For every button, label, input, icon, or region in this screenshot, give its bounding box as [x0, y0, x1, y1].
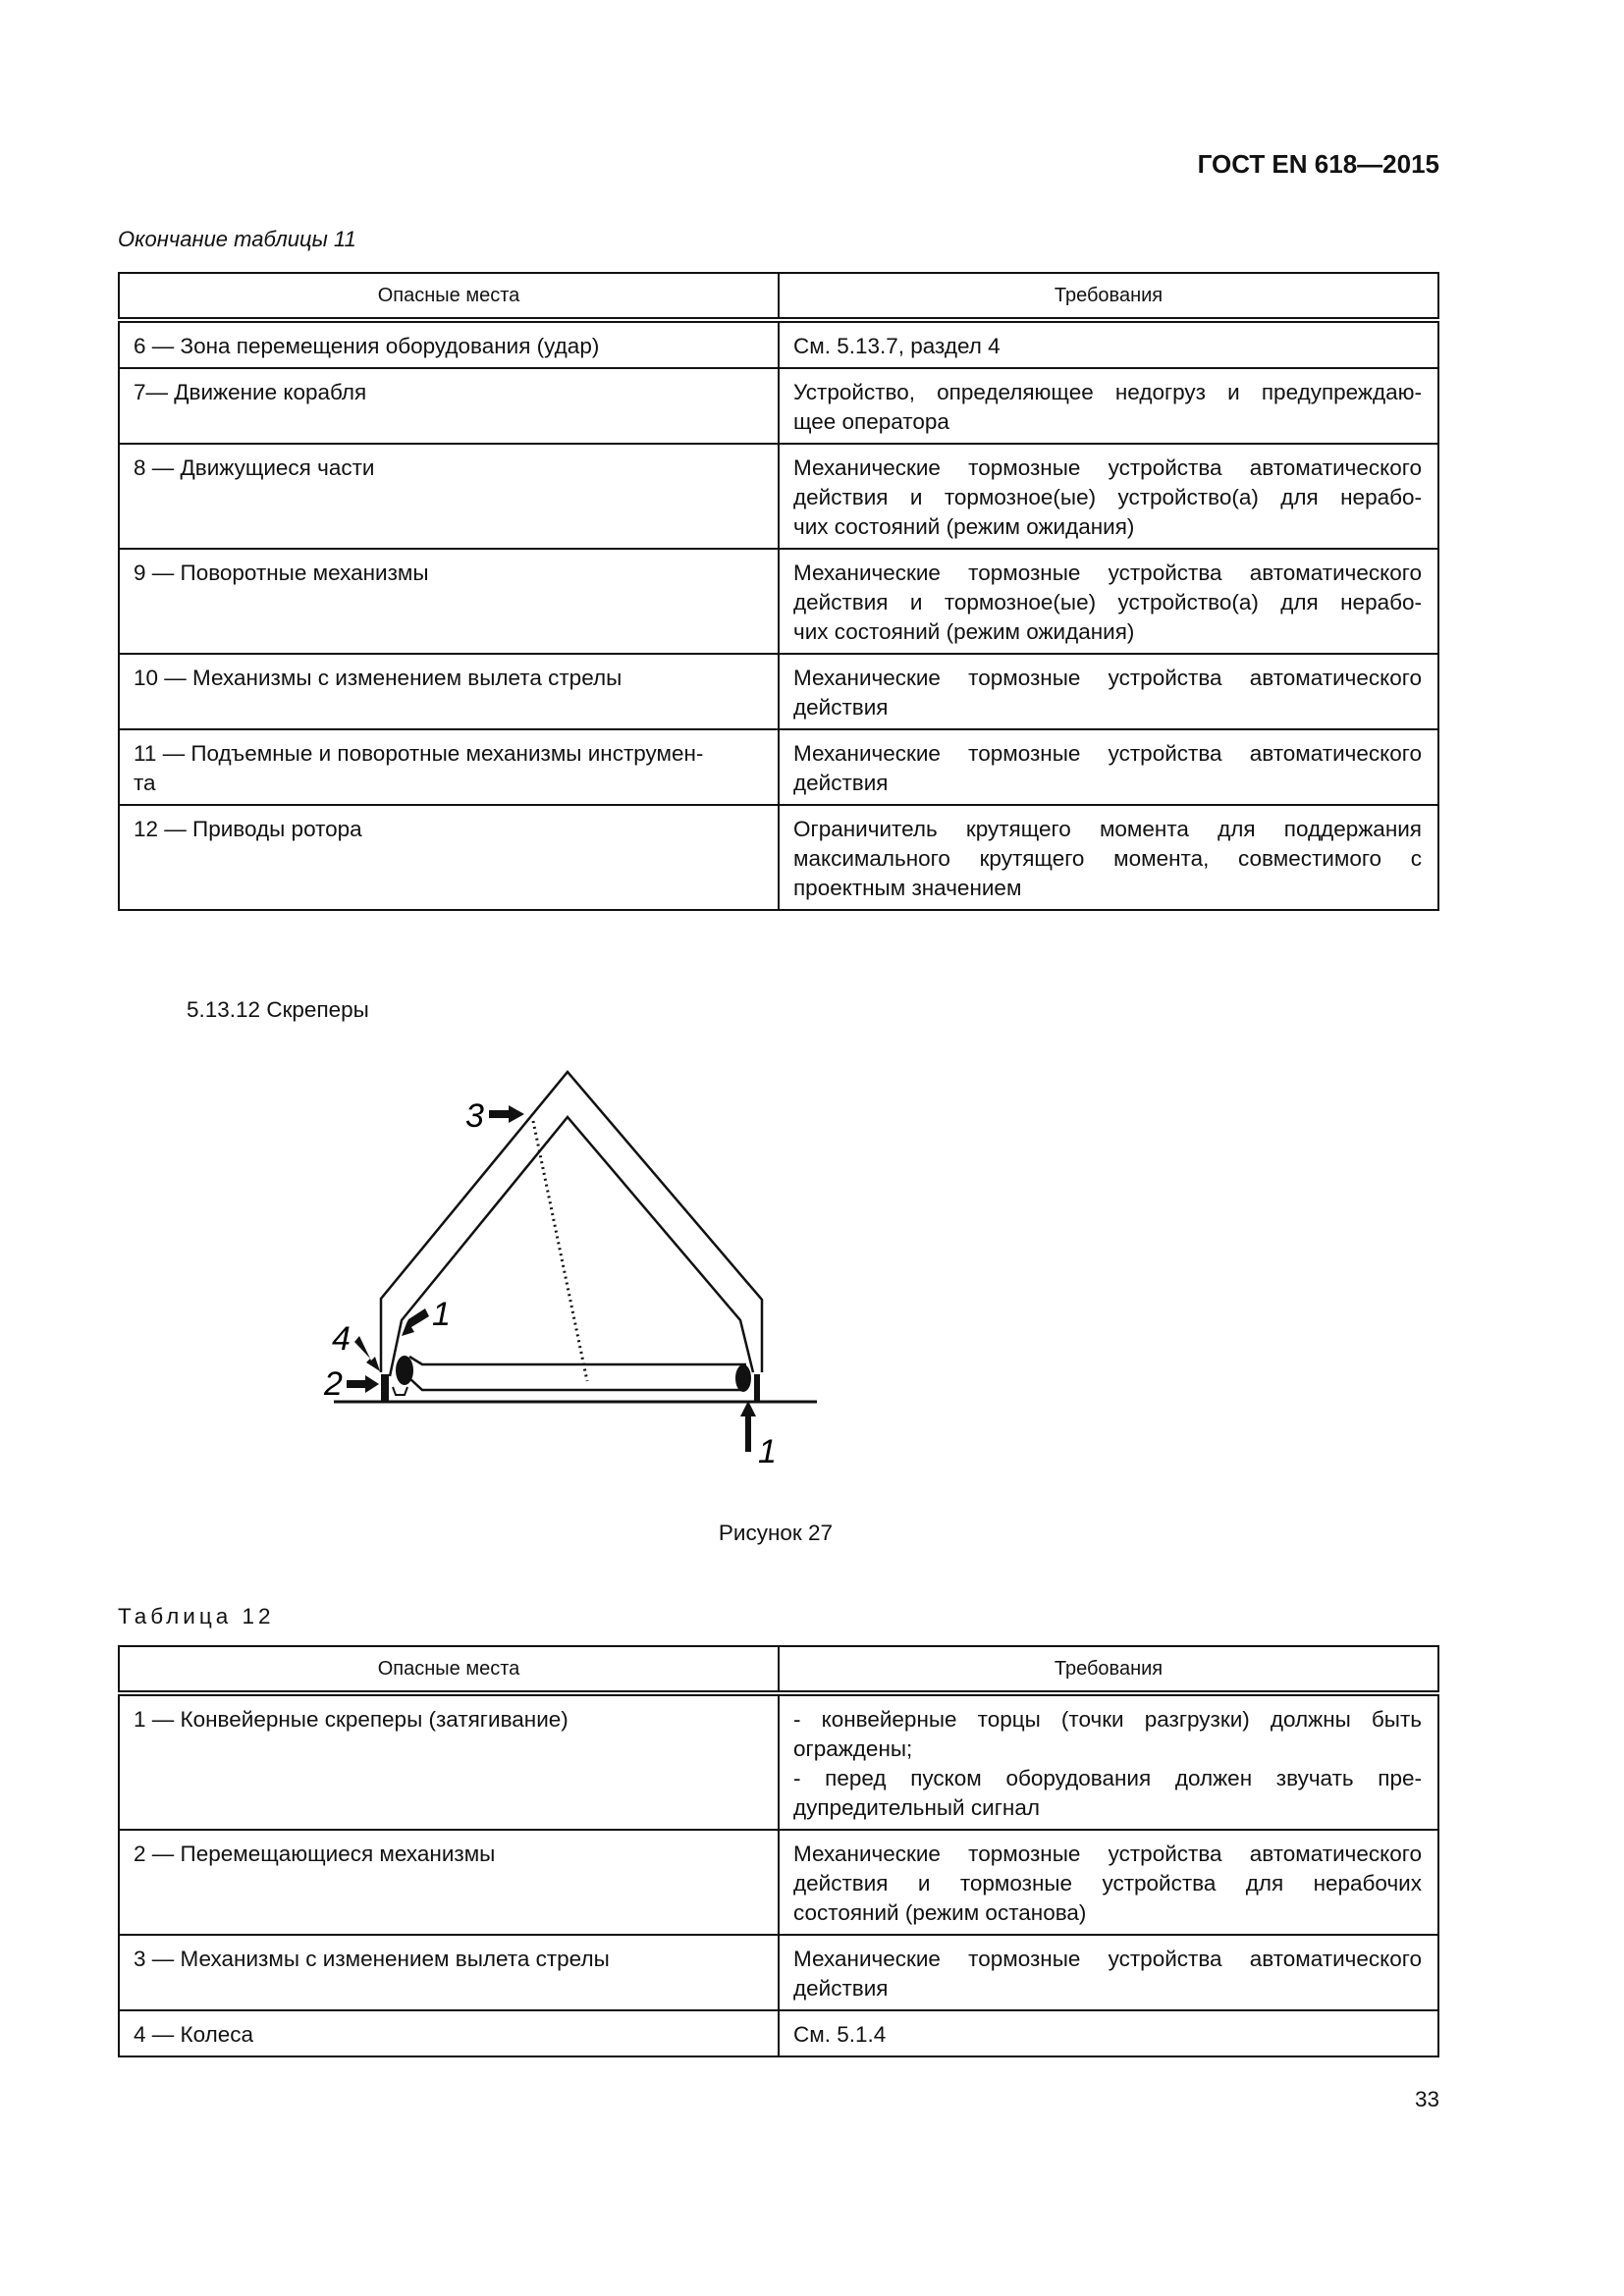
cell-text-line: Механические тормозные устройства автоматического: [793, 741, 1422, 766]
column-header-requirements: Требования: [779, 273, 1438, 320]
figure-caption: Рисунок 27: [718, 1521, 834, 1545]
cell-text-line: Механические тормозные устройства автоматического: [793, 1947, 1422, 1971]
table-row: [119, 1693, 1438, 1830]
cell-text-line: действия и тормозное(ые) устройство(а) для нерабо-: [793, 485, 1422, 509]
cell-text-line: 1 — Конвейерные скреперы (затягивание): [134, 1707, 568, 1732]
table-row: [119, 1830, 1438, 1935]
arrow-4-icon: [354, 1336, 380, 1371]
cell-text-line: ограждены;: [793, 1736, 913, 1761]
cell-text-line: 7— Движение корабля: [134, 380, 367, 404]
cell-text-line: Устройство, определяющее недогруз и предупреждаю-: [793, 380, 1422, 404]
callout-label-2: 2: [324, 1365, 343, 1403]
column-header-places: Опасные места: [119, 1646, 779, 1693]
table-continuation-caption: Окончание таблицы 11: [118, 227, 356, 251]
cell-text-line: дупредительный сигнал: [793, 1795, 1040, 1820]
callout-label-1-lower: 1: [758, 1433, 777, 1470]
cell-text-line: максимального крутящего момента, совместимого с: [793, 846, 1422, 871]
cell-text-line: действия: [793, 695, 889, 720]
callout-label-3: 3: [465, 1097, 484, 1135]
cell-text-line: 11 — Подъемные и поворотные механизмы инструмен-: [134, 741, 704, 766]
hazard-place-cell: [119, 2010, 779, 2056]
cell-text-line: - конвейерные торцы (точки разгрузки) должны быть: [793, 1707, 1422, 1732]
cell-text-line: 12 — Приводы ротора: [134, 817, 362, 841]
cell-text-line: действия: [793, 1976, 889, 2001]
arrow-1-upper-icon: [402, 1308, 429, 1336]
hazard-place-cell: [119, 1935, 779, 2010]
arrow-2-icon: [347, 1375, 379, 1393]
cell-text-line: щее оператора: [793, 409, 949, 434]
cell-text-line: См. 5.1.4: [793, 2022, 887, 2047]
cell-text-line: действия и тормозные устройства для нерабочих: [793, 1871, 1422, 1896]
table-header-row: [119, 1646, 1438, 1693]
cell-text-line: действия и тормозное(ые) устройство(а) для нерабо-: [793, 590, 1422, 614]
cell-text-line: Механические тормозные устройства автоматического: [793, 666, 1422, 690]
cell-text-line: См. 5.13.7, раздел 4: [793, 334, 1001, 358]
cell-text-line: действия: [793, 771, 889, 795]
right-roller: [735, 1364, 751, 1392]
cell-text-line: та: [134, 771, 156, 795]
document-code: ГОСТ EN 618—2015: [1197, 149, 1439, 179]
inner-frame: [390, 1117, 753, 1376]
section-heading: 5.13.12 Скреперы: [187, 997, 369, 1022]
left-roller: [396, 1356, 413, 1385]
cell-text-line: 6 — Зона перемещения оборудования (удар): [134, 334, 600, 358]
table-12-title: Таблица 12: [118, 1604, 275, 1629]
cell-text-line: чих состояний (режим ожидания): [793, 514, 1135, 539]
requirement-cell: [779, 2010, 1438, 2056]
callout-label-1-upper: 1: [432, 1296, 451, 1333]
hazard-place-cell: [119, 1830, 779, 1935]
table-row: [119, 1935, 1438, 2010]
requirement-cell: [779, 1935, 1438, 2010]
column-header-requirements: Требования: [779, 1646, 1438, 1693]
cell-text-line: 4 — Колеса: [134, 2022, 254, 2047]
left-post: [381, 1374, 389, 1402]
cell-text-line: Механические тормозные устройства автоматического: [793, 1842, 1422, 1866]
cell-text-line: состояний (режим останова): [793, 1900, 1087, 1925]
page-number: 33: [1414, 2087, 1439, 2111]
table-12: [118, 1645, 1439, 2057]
hazard-place-cell: [119, 1693, 779, 1830]
column-header-places: Опасные места: [119, 273, 779, 320]
boom-dotted-line: [533, 1121, 587, 1381]
arrow-3-icon: [489, 1105, 524, 1123]
callout-label-4: 4: [332, 1320, 351, 1358]
right-post: [754, 1374, 760, 1402]
cell-text-line: проектным значением: [793, 876, 1022, 900]
cell-text-line: чих состояний (режим ожидания): [793, 619, 1135, 644]
requirement-cell: [779, 1830, 1438, 1935]
belt-upper: [409, 1357, 746, 1364]
cell-text-line: 2 — Перемещающиеся механизмы: [134, 1842, 496, 1866]
cell-text-line: Механические тормозные устройства автоматического: [793, 455, 1422, 480]
cell-text-line: - перед пуском оборудования должен звучать пре-: [793, 1766, 1422, 1790]
cup: [393, 1387, 407, 1395]
cell-text-line: Ограничитель крутящего момента для поддержания: [793, 817, 1422, 841]
cell-text-line: Механические тормозные устройства автоматического: [793, 561, 1422, 585]
cell-text-line: 9 — Поворотные механизмы: [134, 561, 429, 585]
arrow-1-lower-icon: [740, 1401, 756, 1452]
requirement-cell: [779, 1693, 1438, 1830]
cell-text-line: 3 — Механизмы с изменением вылета стрелы: [134, 1947, 610, 1971]
cell-text-line: 8 — Движущиеся части: [134, 455, 375, 480]
belt-lower: [409, 1378, 741, 1390]
cell-text-line: 10 — Механизмы с изменением вылета стрелы: [134, 666, 623, 690]
table-row: [119, 2010, 1438, 2056]
